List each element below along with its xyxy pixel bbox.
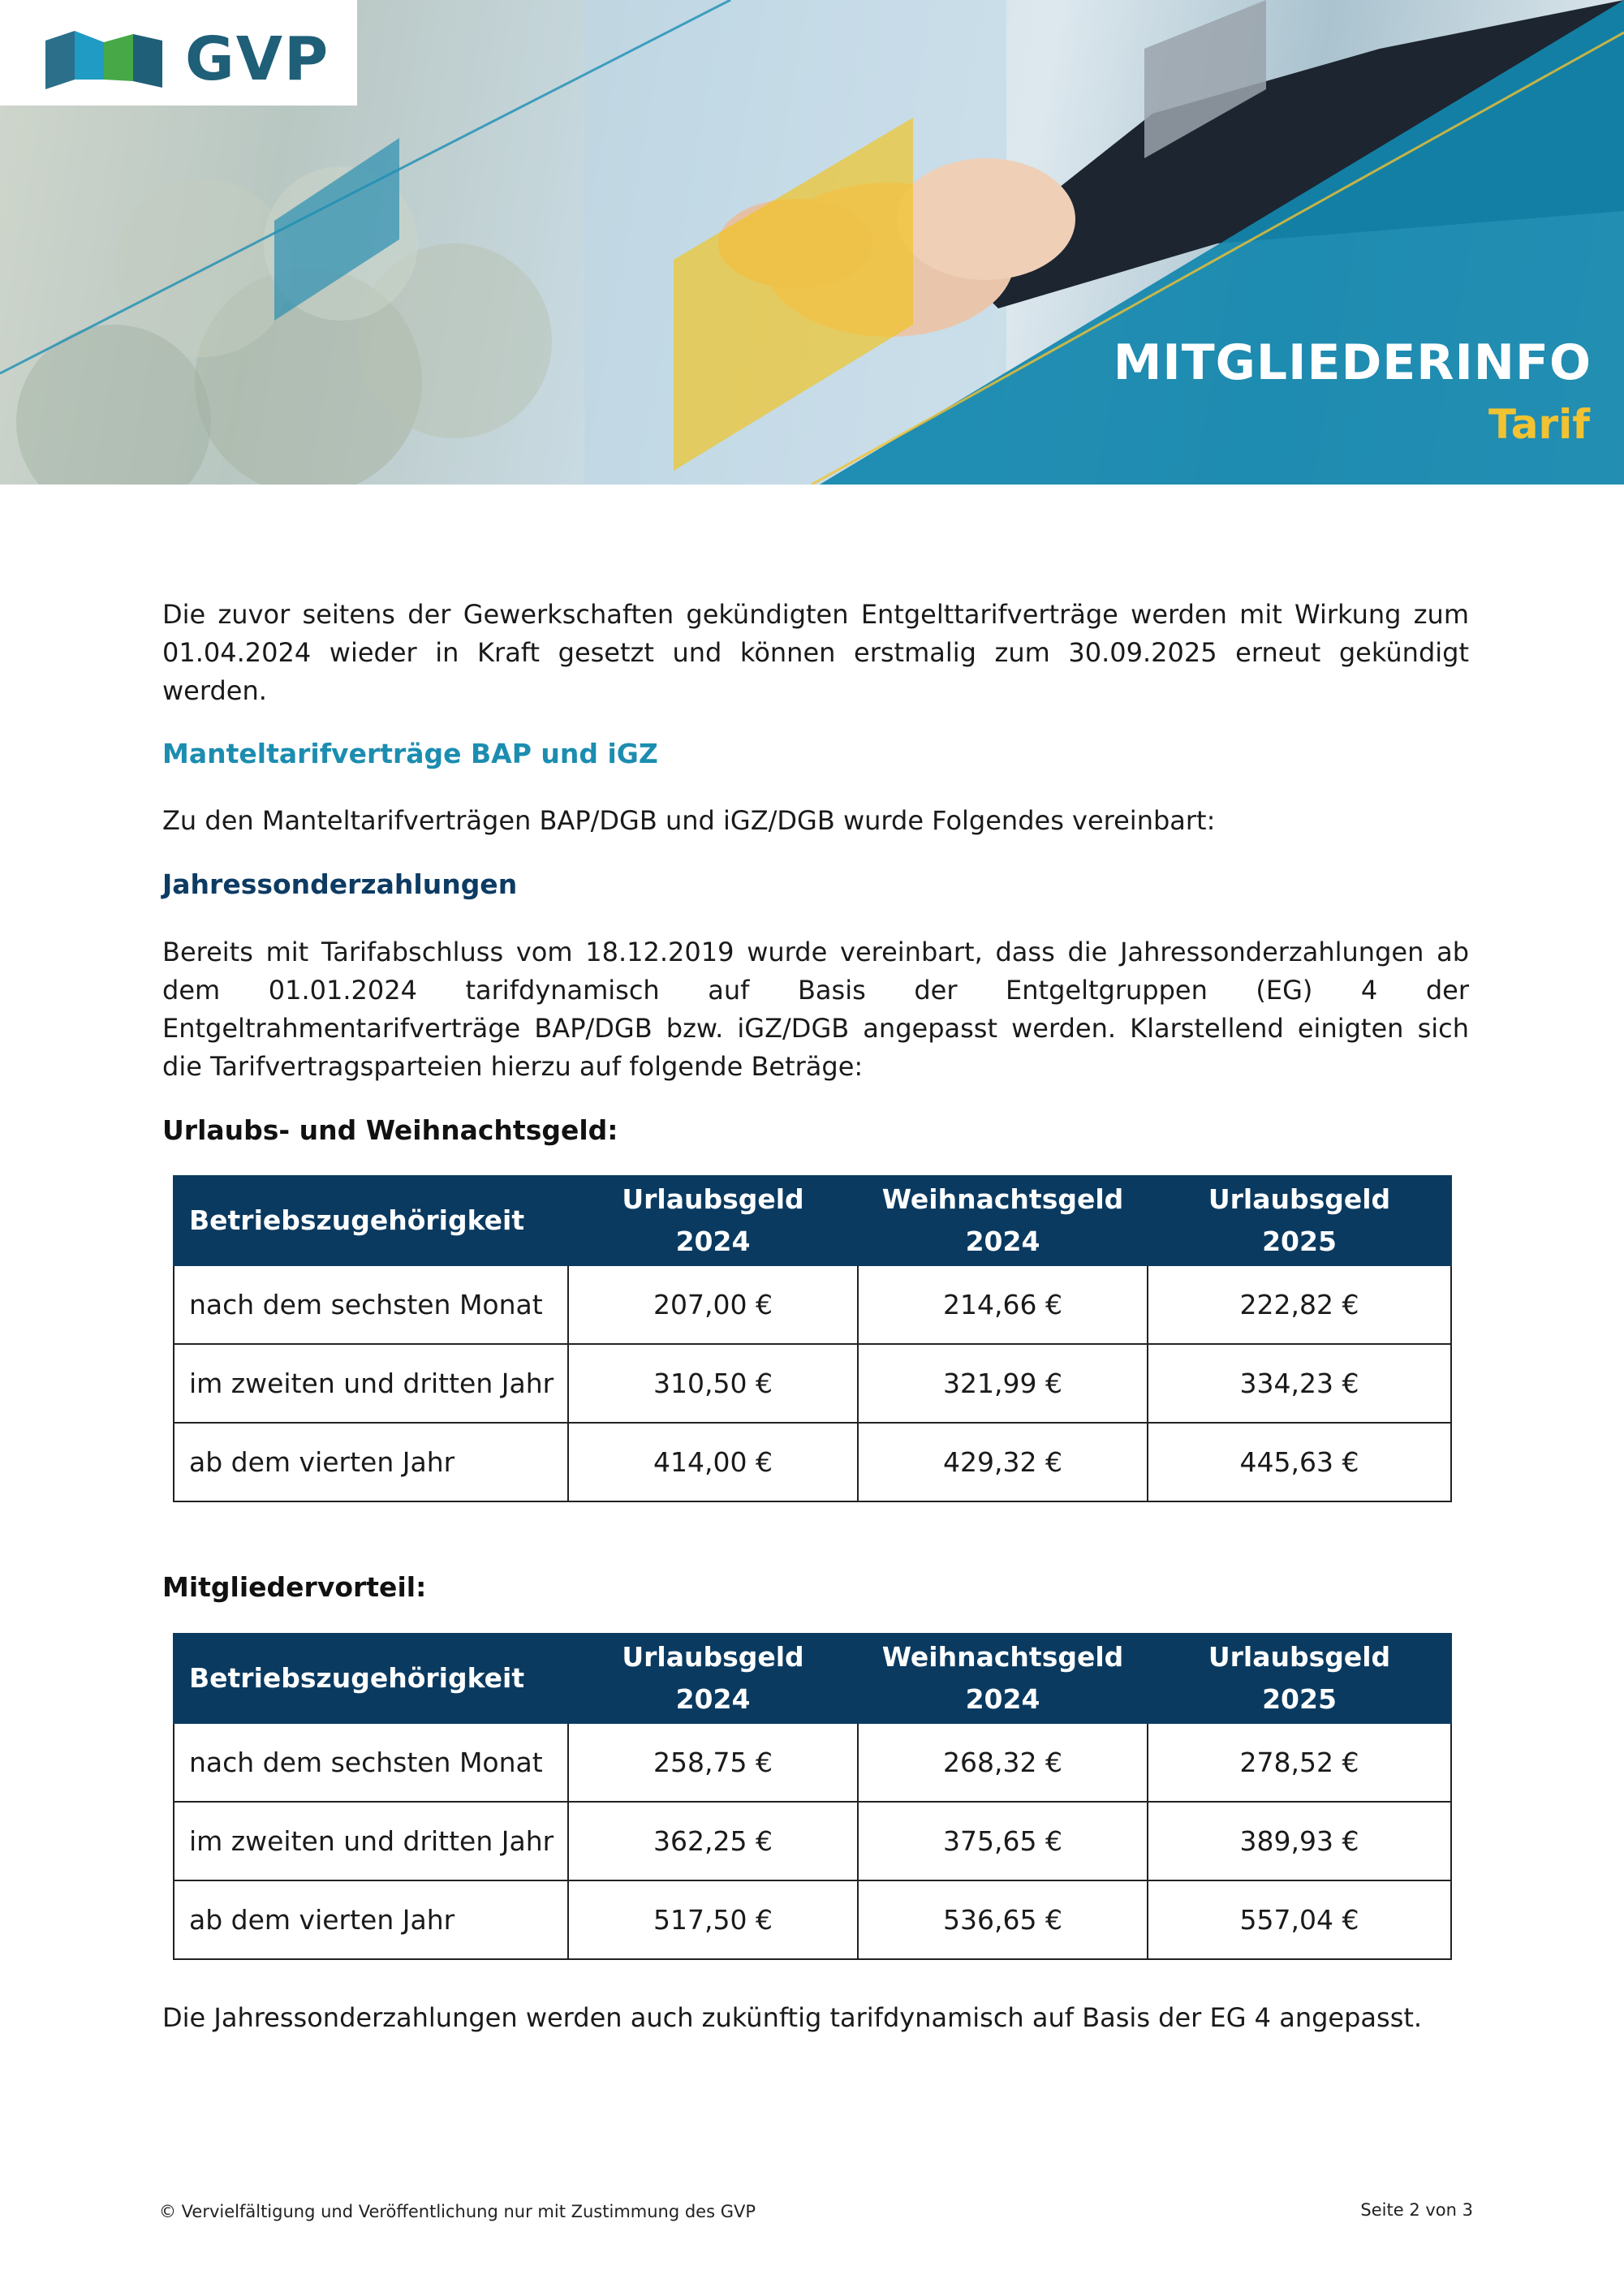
table-cell: 445,63 €	[1148, 1423, 1451, 1501]
table-row	[174, 1880, 1451, 1959]
table-row	[174, 1265, 1451, 1344]
intro-paragraph: Die zuvor seitens der Gewerkschaften gekündigten Entgelttarifverträge werden mit Wirkung zum 01.04.2024 wieder in Kraft gesetzt und können erstmalig zum 30.09.2025 erneut gekündigt werden.	[162, 599, 1469, 706]
header-banner	[0, 0, 1624, 485]
table-cell: 258,75 €	[568, 1723, 858, 1802]
table-cell: 536,65 €	[858, 1880, 1148, 1959]
header-cell: Urlaubsgeld 2024	[568, 1176, 858, 1265]
table2-title-block	[162, 1571, 1469, 1603]
table-cell: im zweiten und dritten Jahr	[174, 1344, 568, 1423]
header-cell: Betriebszugehörigkeit	[174, 1634, 568, 1723]
table-row	[174, 1423, 1451, 1501]
header-cell: Urlaubsgeld 2024	[568, 1634, 858, 1723]
section-lead: Zu den Manteltarifverträgen BAP/DGB und iGZ/DGB wurde Folgendes vereinbart:	[162, 805, 1216, 836]
coins-illustration	[16, 166, 552, 485]
table-header-row	[174, 1176, 1451, 1265]
table-cell: 429,32 €	[858, 1423, 1148, 1501]
section-heading: Manteltarifverträge BAP und iGZ	[162, 738, 658, 769]
table-cell: 517,50 €	[568, 1880, 858, 1959]
page-number: Seite 2 von 3	[1360, 2200, 1473, 2220]
section-heading-block	[162, 738, 1469, 769]
table-cell: 222,82 €	[1148, 1265, 1451, 1344]
table-cell: ab dem vierten Jahr	[174, 1880, 568, 1959]
table-cell: 268,32 €	[858, 1723, 1148, 1802]
table-cell: ab dem vierten Jahr	[174, 1423, 568, 1501]
intro-block	[162, 596, 1469, 710]
table-cell: nach dem sechsten Monat	[174, 1723, 568, 1802]
table-row	[174, 1723, 1451, 1802]
section-lead-block	[162, 802, 1469, 840]
table-cell: 310,50 €	[568, 1344, 858, 1423]
header-cell: Urlaubsgeld 2025	[1148, 1176, 1451, 1265]
section-paragraph-block	[162, 933, 1469, 1086]
logo-text: GVP	[185, 24, 330, 94]
section-paragraph: Bereits mit Tarifabschluss vom 18.12.2019 wurde vereinbart, dass die Jahressonderzahlungen ab dem 01.01.2024 tarifdynamisch auf Basis der Entgeltgruppen (EG) 4 der Entgeltrahmentarifverträge BAP/DGB bzw. iGZ/DGB angepasst werden. Klarstellend einigten sich die Tarifvertragsparteien hierzu auf folgende Beträge:	[162, 937, 1469, 1082]
table-mitgliedervorteil	[173, 1633, 1452, 1960]
table1-title-block	[162, 1114, 1469, 1146]
table-cell: 321,99 €	[858, 1344, 1148, 1423]
table-cell: 414,00 €	[568, 1423, 858, 1501]
table-cell: 214,66 €	[858, 1265, 1148, 1344]
header-cell: Urlaubsgeld 2025	[1148, 1634, 1451, 1723]
page-subtitle: Tarif	[1488, 401, 1590, 448]
page-title: MITGLIEDERINFO	[1113, 334, 1592, 391]
table-cell: 207,00 €	[568, 1265, 858, 1344]
table-cell: 278,52 €	[1148, 1723, 1451, 1802]
closing-paragraph: Die Jahressonderzahlungen werden auch zukünftig tarifdynamisch auf Basis der EG 4 angepasst.	[162, 2002, 1423, 2033]
table1-title: Urlaubs- und Weihnachtsgeld:	[162, 1114, 618, 1146]
footer-copyright: © Vervielfältigung und Veröffentlichung nur mit Zustimmung des GVP	[159, 2202, 756, 2221]
table2-title: Mitgliedervorteil:	[162, 1571, 427, 1603]
table-cell: 334,23 €	[1148, 1344, 1451, 1423]
subheading-block	[162, 868, 1469, 900]
table-cell: 362,25 €	[568, 1802, 858, 1880]
section-subheading: Jahressonderzahlungen	[162, 868, 518, 900]
table-row	[174, 1344, 1451, 1423]
header-cell: Weihnachtsgeld 2024	[858, 1176, 1148, 1265]
header-cell: Betriebszugehörigkeit	[174, 1176, 568, 1265]
table-header-row	[174, 1634, 1451, 1723]
table-cell: im zweiten und dritten Jahr	[174, 1802, 568, 1880]
table-cell: 557,04 €	[1148, 1880, 1451, 1959]
table-cell: 375,65 €	[858, 1802, 1148, 1880]
closing-block	[162, 1999, 1469, 2037]
table-cell: nach dem sechsten Monat	[174, 1265, 568, 1344]
table-row	[174, 1802, 1451, 1880]
table-urlaubs-weihnachtsgeld	[173, 1175, 1452, 1502]
header-cell: Weihnachtsgeld 2024	[858, 1634, 1148, 1723]
table-cell: 389,93 €	[1148, 1802, 1451, 1880]
